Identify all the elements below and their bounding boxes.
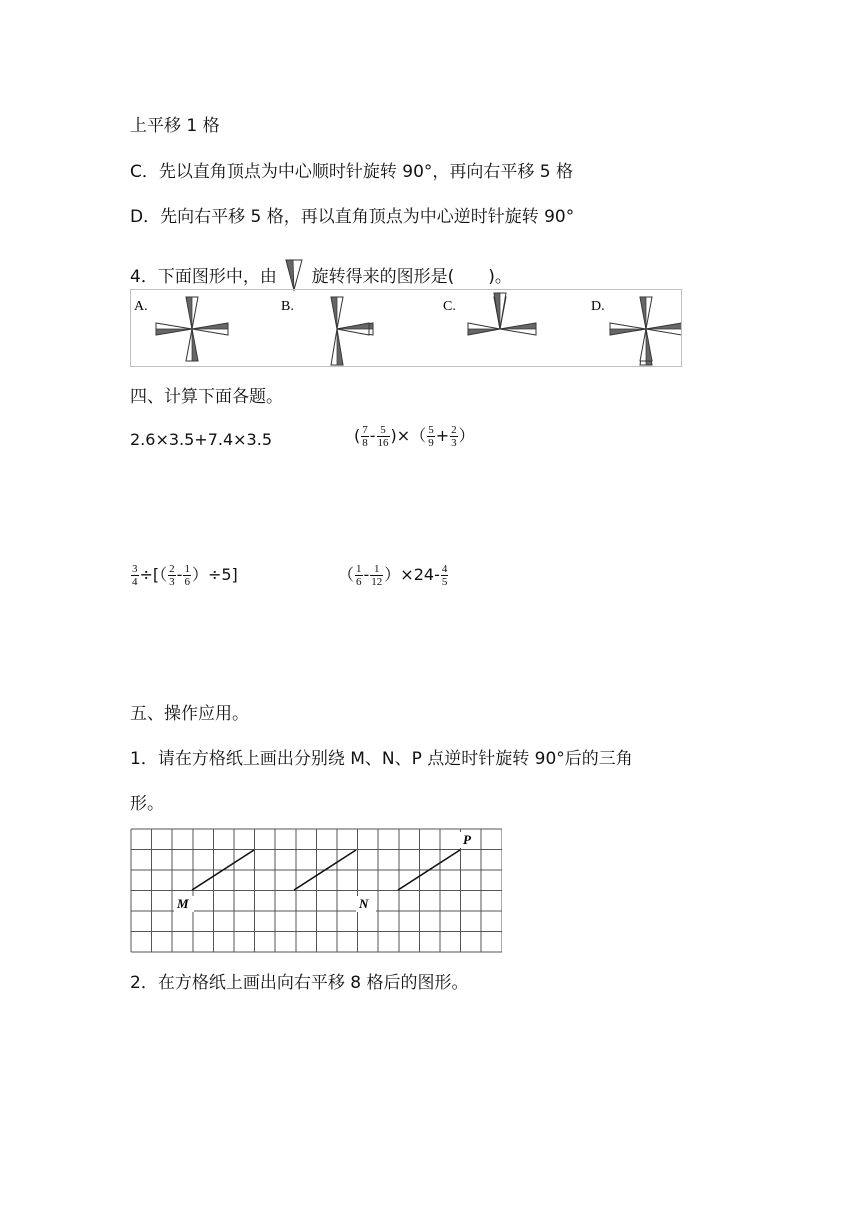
numerator: 7 <box>362 424 368 436</box>
grid-figure <box>130 828 502 956</box>
point-p-label: P <box>463 832 471 847</box>
denominator: 6 <box>184 576 190 588</box>
options-figure <box>131 290 681 366</box>
text-line-1: 上平移 1 格 <box>130 116 220 136</box>
denominator: 16 <box>377 437 389 449</box>
numerator: 5 <box>428 424 434 436</box>
option-d-label: D. <box>591 299 605 314</box>
fraction <box>168 563 176 588</box>
point-m-label: M <box>177 896 189 911</box>
numerator: 3 <box>132 563 138 575</box>
option-b-figure[interactable] <box>331 297 373 365</box>
question-4-prefix: 4．下面图形中，由 <box>130 267 277 287</box>
question-1-line-2: 形。 <box>130 794 164 814</box>
denominator: 4 <box>132 576 138 588</box>
question-4 <box>130 258 512 292</box>
fraction <box>361 424 369 449</box>
grid-paper[interactable] <box>130 828 502 960</box>
option-b-label: B. <box>281 299 294 314</box>
operator: + <box>435 426 450 445</box>
option-c-label: C. <box>443 299 456 314</box>
fraction <box>450 424 458 449</box>
fraction <box>427 424 435 449</box>
denominator: 9 <box>428 437 434 449</box>
operator: )×（ <box>390 426 427 445</box>
numerator: 1 <box>184 563 190 575</box>
fraction <box>377 424 390 449</box>
denominator: 3 <box>169 576 175 588</box>
operator: ÷[（ <box>139 565 168 584</box>
numerator: 2 <box>451 424 457 436</box>
numerator: 1 <box>370 563 383 576</box>
operator: - <box>363 565 370 584</box>
option-d-text: D．先向右平移 5 格，再以直角顶点为中心逆时针旋转 90° <box>130 207 575 227</box>
option-a-label: A. <box>134 299 148 314</box>
numerator: 4 <box>441 563 448 575</box>
paren: （ <box>338 565 355 584</box>
denominator: 12 <box>371 576 383 588</box>
fraction <box>355 563 363 588</box>
numerator: 1 <box>356 563 362 575</box>
expression-4 <box>338 563 449 588</box>
operator: ）×24- <box>384 565 440 584</box>
numerator: 5 <box>377 424 390 437</box>
expression-3 <box>130 563 238 588</box>
fraction <box>441 563 449 588</box>
fraction <box>183 563 191 588</box>
numerator: 2 <box>169 563 175 575</box>
option-a-figure[interactable] <box>156 297 228 361</box>
question-2: 2．在方格纸上画出向右平移 8 格后的图形。 <box>130 973 469 993</box>
operator: - <box>369 426 376 445</box>
denominator: 8 <box>362 437 368 449</box>
paren: ） <box>458 426 475 445</box>
denominator: 5 <box>441 576 448 588</box>
options-strip <box>130 289 682 367</box>
denominator: 3 <box>451 437 457 449</box>
operator: ）÷5] <box>191 565 238 584</box>
operator: - <box>176 565 183 584</box>
section-5-heading: 五、操作应用。 <box>130 704 249 724</box>
option-c-text: C．先以直角顶点为中心顺时针旋转 90°，再向右平移 5 格 <box>130 162 574 182</box>
point-n-label: N <box>359 896 369 911</box>
option-c-figure[interactable] <box>468 293 536 335</box>
expression-1: 2.6×3.5+7.4×3.5 <box>130 430 272 449</box>
fraction <box>131 563 139 588</box>
fraction <box>370 563 383 588</box>
denominator: 6 <box>356 576 362 588</box>
question-1-line-1: 1．请在方格纸上画出分别绕 M、N、P 点逆时针旋转 90°后的三角 <box>130 749 633 769</box>
option-d-figure[interactable] <box>610 297 681 365</box>
blade-shape-icon <box>284 258 304 292</box>
expression-2 <box>354 424 475 449</box>
question-4-suffix: 旋转得来的图形是( )。 <box>311 267 512 287</box>
paren: ( <box>354 426 361 445</box>
section-4-heading: 四、计算下面各题。 <box>130 387 283 407</box>
